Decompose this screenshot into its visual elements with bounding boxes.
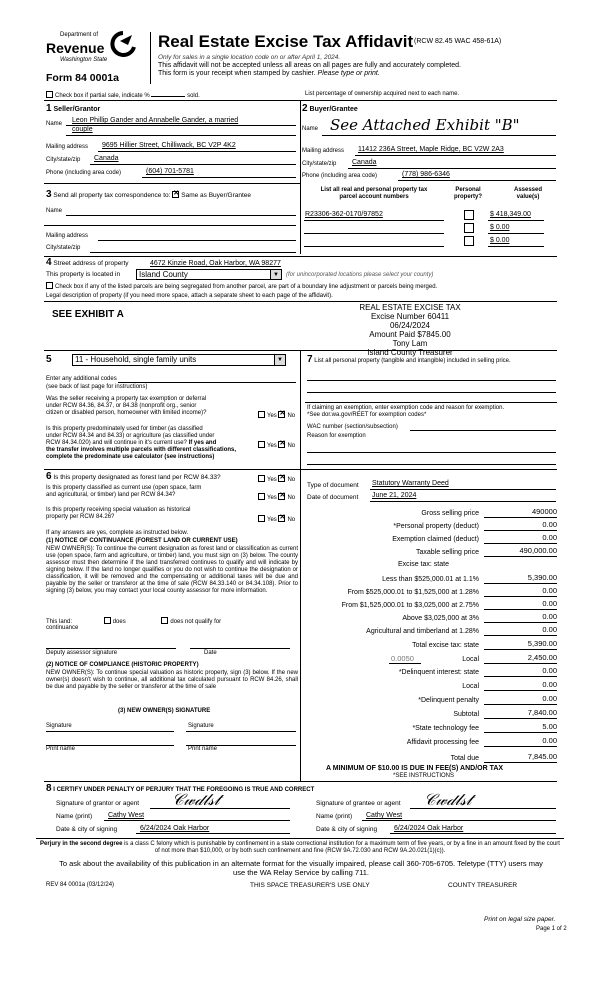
timber-yes-no: Yes ✕ No [258, 441, 295, 450]
seller-name-value2: couple [72, 126, 93, 133]
section5-num: 5 [46, 354, 52, 365]
total-due: 7,845.00 [527, 752, 557, 761]
county-note: (for unincorporated locations please select your county) [286, 272, 434, 278]
does-checkbox[interactable] [104, 617, 111, 624]
buyer-city-label: City/state/zip [302, 161, 337, 167]
forest-yes-checkbox[interactable] [258, 475, 265, 482]
delinquent-penalty: 0.00 [542, 694, 557, 703]
grantee-date-value: 6/24/2024 Oak Harbor [394, 825, 464, 832]
assessed-value-3: $ 0.00 [490, 237, 510, 244]
total-excise-state: 5,390.00 [527, 639, 557, 648]
certify-statement: 8 I CERTIFY UNDER PENALTY OF PERJURY THAT THE FOREGOING IS TRUE AND CORRECT [46, 783, 315, 794]
new-owner-signature-heading: (3) NEW OWNER(S) SIGNATURE [118, 708, 211, 714]
grantee-signature-label: Signature of grantee or agent [316, 800, 401, 807]
personal-property-deduct: 0.00 [542, 520, 557, 529]
local-tax: 2,450.00 [527, 653, 557, 662]
if-yes-note: If any answers are yes, complete as instructed below. [46, 530, 189, 536]
technology-fee: 5.00 [542, 722, 557, 731]
segregated-checkbox[interactable] [46, 282, 53, 289]
doc-date-value: June 21, 2024 [372, 492, 417, 499]
dept-of-text: Department of [60, 32, 99, 38]
personal-header: Personal property? [453, 187, 482, 200]
current-use-question: Is this property classified as current use (open space, farm and agricultural, or timber) land per RCW 84.34? [46, 485, 202, 498]
buyer-mailing-label: Mailing address [302, 148, 345, 154]
doc-type-label: Type of document [307, 482, 359, 489]
this-land-row: This land: does does not qualify for [46, 619, 222, 625]
page-number: Page 1 of 2 [536, 926, 567, 932]
historic-no-checkbox[interactable] [278, 515, 285, 522]
tax-tier-2: 0.00 [542, 586, 557, 595]
buyer-city-value: Canada [352, 159, 377, 166]
ownership-note: List percentage of ownership acquired next to each name. [305, 91, 460, 97]
delinquent-interest: 0.00 [542, 666, 557, 675]
forest-no-checkbox[interactable] [278, 475, 285, 482]
grantor-date-value: 6/24/2024 Oak Harbor [140, 825, 210, 832]
personal-property-checkbox-3[interactable] [464, 236, 474, 246]
parcel-number-1: R23306-362-0170/97852 [305, 211, 383, 218]
doc-date-label: Date of document [307, 494, 359, 501]
excise-stamp: REAL ESTATE EXCISE TAX Excise Number 60411 06/24/2024 Amount Paid $7845.00 Tony Lam Island County Treasurer [359, 303, 461, 357]
grantor-signature: 𝒞𝓌𝒹𝓁𝓈𝓉 [172, 790, 220, 809]
header-line3: This form is your receipt when stamped by cashier. Please type or print. [158, 70, 380, 77]
county-treasurer-label: COUNTY TREASURER [448, 882, 518, 889]
forest-land-question: 6 Is this property designated as forest land per RCW 84.33? [46, 471, 221, 482]
grantee-name-value: Cathy West [366, 812, 403, 819]
header-line1: Only for sales in a single location code on or after April 1, 2024. [158, 54, 341, 61]
legal-paper-note: Print on legal size paper. [484, 916, 556, 923]
grantee-signature: 𝒞𝓌𝒹𝓁𝓈𝓉 [424, 790, 472, 809]
assessed-value-2: $ 0.00 [490, 224, 510, 231]
current-use-yes-no: Yes ✕ No [258, 493, 295, 502]
partial-sale-row: Check box if partial sale, indicate % sold. [46, 91, 200, 100]
forest-yes-no: Yes ✕ No [258, 475, 295, 484]
legal-label: Legal description of property (if you need more space, attach a separate sheet to each page of the affidavit). [46, 293, 333, 299]
affidavit-fee: 0.00 [542, 736, 557, 745]
assessed-header: Assessed value(s) [513, 187, 543, 200]
historic-question: Is this property receiving special valuation as historical property per RCW 84.26? [46, 507, 191, 520]
buyer-name-label: Name [302, 126, 319, 132]
notice1-body: NEW OWNER(S): To continue the current designation as forest land or classification as current use (open space, farm and agriculture, or timber) land, you must sign on (3) below. The county assessor must then determine if the land transferred continues to qualify and will indicate by signing below. If the land no longer qualifies or you do not wish to continue the designation or classification, it will be removed and the compensating or additional taxes will be due and payable by the seller or transferor at the time of sale (RCW 84.33.140 or 84.34.108). Prior to signing (3) below, you may contact your local county assessor for more information. [46, 546, 298, 594]
timber-question: Is this property predominately used for timber (as classified under RCW 84.34 and 84.33) or agriculture (as classified under RCW 84.34.020) and will continue in it's current use? If yes and the transfer involves multiple parcels with different classifications, complete the predominate use calculator (see instructions) [46, 426, 237, 460]
current-use-yes-checkbox[interactable] [258, 493, 265, 500]
buyer-heading: 2 Buyer/Grantee [302, 103, 358, 114]
print-name-label-1: Print name [46, 746, 76, 752]
buyer-mailing-value: 11412 236A Street, Maple Ridge, BC V2W 2A3 [358, 146, 504, 153]
perjury-notice: Perjury in the second degree is a class C felony which is punishable by confinement in a state correctional institution for a maximum term of five years, or by a fine in an amount fixed by the court of not more than $10,000, or by both such confinement and fine (RCW 9A.72.030 and RCW 9A.20.021(1)(c)). [40, 841, 560, 854]
grantor-name-value: Cathy West [108, 812, 145, 819]
minimum-due-note: A MINIMUM OF $10.00 IS DUE IN FEE(S) AND/OR TAX [326, 765, 504, 772]
seller-name-label: Name [46, 121, 63, 127]
chevron-down-icon: ▼ [270, 270, 281, 279]
land-use-select[interactable]: 11 - Household, single family units ▼ [72, 354, 286, 366]
seller-phone-value: (604) 701-5781 [146, 168, 194, 175]
street-row: 4 Street address of property [46, 257, 129, 268]
tax-tier-3: 0.00 [542, 599, 557, 608]
exemption-yes-checkbox[interactable] [258, 411, 265, 418]
legal-value: SEE EXHIBIT A [52, 309, 124, 320]
header-line2: This affidavit will not be accepted unless all areas on all pages are fully and accurately completed. [158, 62, 461, 69]
exemption-claim: If claiming an exemption, enter exemption code and reason for exemption. *See dor.wa.gov/REET for exemption codes* [307, 405, 505, 418]
exemption-claimed: 0.00 [542, 533, 557, 542]
revenue-text: Revenue [46, 40, 105, 56]
section3-row: 3 Send all property tax correspondence to: ✕ Same as Buyer/Grantee [46, 191, 251, 200]
excise-state-label: Excise tax: state [398, 561, 449, 568]
exemption-yes-no: Yes ✕ No [258, 411, 295, 420]
tax-agricultural: 0.00 [542, 625, 557, 634]
notice1-heading: (1) NOTICE OF CONTINUANCE (FOREST LAND OR CURRENT USE) [46, 538, 238, 544]
deputy-date-label: Date [204, 650, 217, 656]
revenue-logo [46, 30, 146, 72]
continuance-label: continuance [46, 625, 79, 631]
form-title: Real Estate Excise Tax Affidavit [158, 32, 414, 51]
revenue-logo-icon [108, 31, 138, 57]
doc-type-value: Statutory Warranty Deed [372, 480, 449, 487]
street-value: 4672 Kinzie Road, Oak Harbor, WA 98277 [150, 260, 281, 267]
historic-yes-checkbox[interactable] [258, 515, 265, 522]
seller-mailing-label: Mailing address [46, 144, 89, 150]
chevron-down-icon: ▼ [274, 355, 285, 365]
grantee-date-label: Date & city of signing [316, 826, 378, 833]
same-as-buyer-checkbox[interactable] [172, 191, 179, 198]
notice2-heading: (2) NOTICE OF COMPLIANCE (HISTORIC PROPERTY) [46, 662, 199, 668]
see-instructions: *SEE INSTRUCTIONS [393, 773, 455, 779]
seller-phone-label: Phone (including area code) [46, 170, 122, 176]
reason-label: Reason for exemption [307, 433, 366, 439]
washington-state-text: Washington State [60, 57, 108, 63]
buyer-name-value: See Attached Exhibit "B" [330, 116, 520, 134]
seller-name-value: Leon Phillip Gander and Annabelle Gander, a married [72, 117, 239, 124]
personal-property-checkbox-2[interactable] [464, 223, 474, 233]
exemption-question: Was the seller receiving a property tax exemption or deferral under RCW 84.36, 84.37, or 84.38 (nonprofit org., senior citizen or disabled person, homeowner with limited income)? [46, 396, 207, 416]
seller-mailing-value: 9695 Hillier Street, Chilliwack, BC V2P 4K2 [102, 142, 236, 149]
partial-sale-checkbox[interactable] [46, 91, 53, 98]
deputy-signature-label: Deputy assessor signature [46, 650, 118, 656]
assessed-value-1: $ 418,349.00 [490, 211, 531, 218]
local-rate: 0.0050 [391, 654, 414, 663]
exemption-no-checkbox[interactable] [278, 411, 285, 418]
segregated-row: Check box if any of the listed parcels are being segregated from another parcel, are part of a boundary line adjustment or parcels being merged. [46, 282, 437, 291]
rcw-reference: (RCW 82.45 WAC 458-61A) [414, 38, 502, 45]
grantor-name-label: Name (print) [56, 813, 93, 820]
signature-label-2: Signature [188, 723, 214, 729]
timber-yes-checkbox[interactable] [258, 441, 265, 448]
tax-tier-4: 0.00 [542, 612, 557, 621]
form-number: Form 84 0001a [46, 72, 119, 84]
seller-city-label: City/state/zip [46, 157, 81, 163]
signature-label-1: Signature [46, 723, 72, 729]
section3-name-label: Name [46, 208, 63, 214]
grantor-date-label: Date & city of signing [56, 826, 118, 833]
accessibility-notice: To ask about the availability of this publication in an alternate format for the visually impaired, please call 360-705-6705. Teletype (TTY) users may use the WA Relay Service by calling 711. [59, 859, 543, 877]
notice2-body: NEW OWNER(S): To continue special valuation as historic property, sign (3) below. If the new owner(s) doesn't wish to continue, all additional tax calculated pursuant to RCW 84.26, shall be due and payable by the seller or transferor at the time of sale [46, 670, 298, 690]
parcel-header: List all real and personal property tax parcel account numbers [320, 187, 428, 200]
section7-text: 7 List all personal property (tangible and intangible) included in selling price. [307, 354, 511, 365]
historic-yes-no: Yes ✕ No [258, 515, 295, 524]
delinquent-interest-local: 0.00 [542, 680, 557, 689]
print-name-label-2: Print name [188, 746, 218, 752]
subtotal: 7,840.00 [527, 708, 557, 717]
seller-city-value: Canada [94, 155, 119, 162]
section3-mailing-label: Mailing address [46, 233, 89, 239]
grantor-signature-label: Signature of grantor or agent [56, 800, 140, 807]
located-label: This property is located in [46, 271, 121, 278]
buyer-phone-value: (778) 986-6346 [402, 171, 450, 178]
see-back-note: (see back of last page for instructions) [46, 384, 148, 390]
tax-tier-1: 5,390.00 [527, 573, 557, 582]
gross-selling-price: 490000 [531, 507, 557, 516]
buyer-phone-label: Phone (including area code) [302, 173, 378, 179]
personal-property-checkbox-1[interactable] [464, 210, 474, 220]
form-revision: REV 84 0001a (03/12/24) [46, 882, 115, 888]
current-use-no-checkbox[interactable] [278, 493, 285, 500]
seller-heading: 1 Seller/Grantor [46, 103, 101, 114]
additional-codes-label: Enter any additional codes [46, 376, 117, 382]
grantee-name-label: Name (print) [316, 813, 353, 820]
does-not-checkbox[interactable] [161, 617, 168, 624]
section3-city-label: City/state/zip [46, 245, 81, 251]
wac-label: WAC number (section/subsection) [307, 424, 398, 430]
taxable-selling-price: 490,000.00 [519, 546, 557, 555]
county-select[interactable]: Island County ▼ [136, 269, 282, 280]
timber-no-checkbox[interactable] [278, 441, 285, 448]
treasurer-use-label: THIS SPACE TREASURER'S USE ONLY [250, 882, 370, 889]
